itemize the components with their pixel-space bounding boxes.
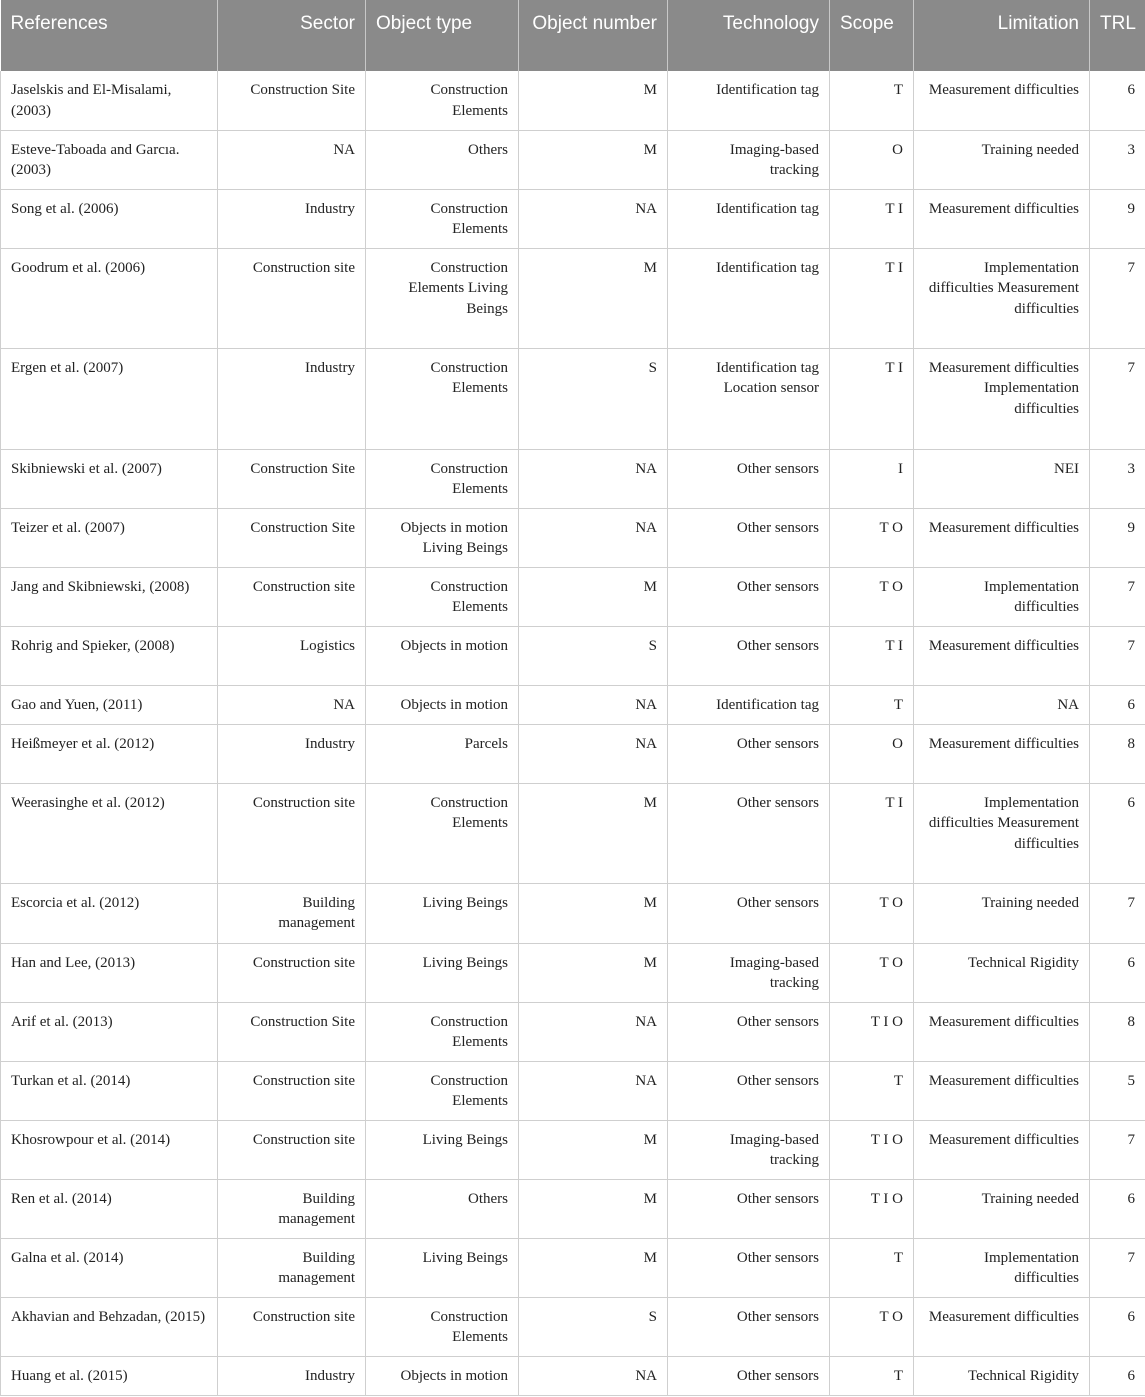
trl-cell: 7 [1090,567,1145,626]
limitation-cell: Measurement difficulties [914,1120,1090,1179]
reference-cell: Jang and Skibniewski, (2008) [1,567,218,626]
reference-cell: Esteve-Taboada and Garcıa. (2003) [1,130,218,189]
object-number-cell: NA [519,508,668,567]
table-row [1,449,1145,508]
table-row [1,1238,1145,1297]
scope-cell: T I [830,248,914,348]
technology-cell: Identification tag [668,248,830,348]
reference-cell: Escorcia et al. (2012) [1,883,218,943]
reference-cell: Turkan et al. (2014) [1,1061,218,1120]
sector-cell: Construction site [218,1120,366,1179]
reference-cell: Weerasinghe et al. (2012) [1,783,218,883]
technology-cell: Other sensors [668,783,830,883]
scope-cell: O [830,130,914,189]
reference-cell: Huang et al. (2015) [1,1356,218,1395]
scope-cell: T O [830,508,914,567]
limitation-cell: Measurement difficulties [914,1002,1090,1061]
trl-cell: 5 [1090,1061,1145,1120]
trl-cell: 7 [1090,1238,1145,1297]
column-header-trl: TRL [1090,0,1145,71]
reference-cell: Han and Lee, (2013) [1,943,218,1002]
limitation-cell: Measurement difficulties [914,189,1090,248]
table-row [1,883,1145,943]
object-type-cell: Construction Elements [366,348,519,449]
table-row [1,1002,1145,1061]
scope-cell: T I O [830,1120,914,1179]
object-type-cell: Construction Elements [366,1061,519,1120]
object-type-cell: Objects in motion [366,1356,519,1395]
trl-cell: 6 [1090,71,1145,130]
scope-cell: T O [830,567,914,626]
scope-cell: T O [830,883,914,943]
reference-cell: Teizer et al. (2007) [1,508,218,567]
technology-cell: Identification tag [668,685,830,724]
technology-cell: Identification tag [668,189,830,248]
column-header-references: References [1,0,218,71]
sector-cell: Industry [218,189,366,248]
table-row [1,783,1145,883]
trl-cell: 3 [1090,130,1145,189]
technology-cell: Other sensors [668,1356,830,1395]
scope-cell: T I O [830,1179,914,1238]
sector-cell: Building management [218,1179,366,1238]
sector-cell: NA [218,685,366,724]
object-type-cell: Construction Elements [366,189,519,248]
limitation-cell: Measurement difficulties [914,626,1090,685]
sector-cell: Industry [218,348,366,449]
object-type-cell: Construction Elements [366,567,519,626]
sector-cell: Construction Site [218,1002,366,1061]
technology-cell: Identification tag Location sensor [668,348,830,449]
trl-cell: 6 [1090,1179,1145,1238]
scope-cell: T O [830,943,914,1002]
trl-cell: 7 [1090,348,1145,449]
technology-cell: Other sensors [668,1297,830,1356]
scope-cell: T [830,685,914,724]
object-type-cell: Objects in motion [366,685,519,724]
trl-cell: 7 [1090,248,1145,348]
scope-cell: T [830,1061,914,1120]
table-row [1,189,1145,248]
reference-cell: Akhavian and Behzadan, (2015) [1,1297,218,1356]
scope-cell: T [830,71,914,130]
reference-cell: Heißmeyer et al. (2012) [1,724,218,783]
limitation-cell: Training needed [914,130,1090,189]
limitation-cell: Measurement difficulties [914,1061,1090,1120]
limitation-cell: Technical Rigidity [914,943,1090,1002]
limitation-cell: Measurement difficulties [914,724,1090,783]
object-number-cell: M [519,71,668,130]
column-header-limitation: Limitation [914,0,1090,71]
object-number-cell: M [519,567,668,626]
table-row [1,567,1145,626]
sector-cell: Construction site [218,1297,366,1356]
technology-cell: Identification tag [668,71,830,130]
table-body [1,71,1145,1395]
sector-cell: Construction site [218,783,366,883]
limitation-cell: Implementation difficulties [914,567,1090,626]
object-type-cell: Construction Elements [366,783,519,883]
object-number-cell: M [519,1179,668,1238]
scope-cell: T I O [830,1002,914,1061]
technology-cell: Imaging-based tracking [668,943,830,1002]
limitation-cell: Implementation difficulties Measurement difficulties [914,248,1090,348]
object-number-cell: M [519,783,668,883]
sector-cell: Construction site [218,943,366,1002]
limitation-cell: Measurement difficulties [914,508,1090,567]
sector-cell: Construction site [218,248,366,348]
limitation-cell: Measurement difficulties [914,71,1090,130]
table-row [1,1061,1145,1120]
trl-cell: 6 [1090,943,1145,1002]
object-number-cell: NA [519,1002,668,1061]
table-row [1,71,1145,130]
technology-cell: Other sensors [668,1002,830,1061]
technology-cell: Imaging-based tracking [668,1120,830,1179]
reference-cell: Jaselskis and El-Misalami, (2003) [1,71,218,130]
object-number-cell: NA [519,1356,668,1395]
scope-cell: O [830,724,914,783]
limitation-cell: Training needed [914,1179,1090,1238]
table-row [1,1356,1145,1395]
table-row [1,685,1145,724]
technology-cell: Other sensors [668,626,830,685]
sector-cell: Industry [218,724,366,783]
technology-cell: Other sensors [668,449,830,508]
scope-cell: T I [830,189,914,248]
technology-cell: Other sensors [668,724,830,783]
object-type-cell: Construction Elements [366,1297,519,1356]
sector-cell: Construction Site [218,71,366,130]
reference-cell: Galna et al. (2014) [1,1238,218,1297]
reference-cell: Rohrig and Spieker, (2008) [1,626,218,685]
technology-cell: Other sensors [668,883,830,943]
sector-cell: Logistics [218,626,366,685]
table-row [1,626,1145,685]
object-type-cell: Living Beings [366,883,519,943]
object-type-cell: Living Beings [366,1238,519,1297]
table-row [1,1297,1145,1356]
object-number-cell: M [519,1120,668,1179]
scope-cell: I [830,449,914,508]
sector-cell: Building management [218,883,366,943]
sector-cell: NA [218,130,366,189]
object-type-cell: Parcels [366,724,519,783]
limitation-cell: Training needed [914,883,1090,943]
table-row [1,248,1145,348]
table-row [1,724,1145,783]
reference-cell: Skibniewski et al. (2007) [1,449,218,508]
table-row [1,348,1145,449]
object-number-cell: NA [519,724,668,783]
object-type-cell: Construction Elements [366,71,519,130]
object-number-cell: S [519,1297,668,1356]
reference-cell: Khosrowpour et al. (2014) [1,1120,218,1179]
object-type-cell: Living Beings [366,943,519,1002]
trl-cell: 3 [1090,449,1145,508]
column-header-object-type: Object type [366,0,519,71]
object-type-cell: Construction Elements [366,1002,519,1061]
object-number-cell: S [519,348,668,449]
trl-cell: 6 [1090,1297,1145,1356]
trl-cell: 9 [1090,508,1145,567]
scope-cell: T I [830,783,914,883]
technology-cell: Other sensors [668,1179,830,1238]
object-type-cell: Others [366,130,519,189]
technology-cell: Imaging-based tracking [668,130,830,189]
limitation-cell: Measurement difficulties Implementation difficulties [914,348,1090,449]
object-number-cell: S [519,626,668,685]
limitation-cell: NEI [914,449,1090,508]
technology-cell: Other sensors [668,567,830,626]
object-type-cell: Living Beings [366,1120,519,1179]
table-row [1,508,1145,567]
trl-cell: 7 [1090,626,1145,685]
sector-cell: Construction Site [218,449,366,508]
reference-cell: Goodrum et al. (2006) [1,248,218,348]
scope-cell: T O [830,1297,914,1356]
scope-cell: T [830,1356,914,1395]
column-header-scope: Scope [830,0,914,71]
column-header-technology: Technology [668,0,830,71]
reference-cell: Gao and Yuen, (2011) [1,685,218,724]
technology-cell: Other sensors [668,1061,830,1120]
reference-cell: Ergen et al. (2007) [1,348,218,449]
object-type-cell: Objects in motion [366,626,519,685]
table-row [1,1120,1145,1179]
table-row [1,1179,1145,1238]
limitation-cell: Implementation difficulties Measurement difficulties [914,783,1090,883]
table-row [1,943,1145,1002]
object-type-cell: Others [366,1179,519,1238]
reference-cell: Arif et al. (2013) [1,1002,218,1061]
trl-cell: 7 [1090,883,1145,943]
scope-cell: T I [830,348,914,449]
object-number-cell: M [519,130,668,189]
object-number-cell: M [519,943,668,1002]
scope-cell: T [830,1238,914,1297]
object-number-cell: NA [519,685,668,724]
trl-cell: 8 [1090,724,1145,783]
object-number-cell: M [519,883,668,943]
trl-cell: 6 [1090,1356,1145,1395]
technology-cell: Other sensors [668,508,830,567]
object-number-cell: NA [519,1061,668,1120]
object-type-cell: Objects in motion Living Beings [366,508,519,567]
scope-cell: T I [830,626,914,685]
limitation-cell: Measurement difficulties [914,1297,1090,1356]
header-row [1,0,1145,71]
table-row [1,130,1145,189]
sector-cell: Construction Site [218,508,366,567]
trl-cell: 9 [1090,189,1145,248]
column-header-object-number: Object number [519,0,668,71]
sector-cell: Construction site [218,1061,366,1120]
sector-cell: Industry [218,1356,366,1395]
trl-cell: 6 [1090,783,1145,883]
table-header [1,0,1145,71]
limitation-cell: Technical Rigidity [914,1356,1090,1395]
object-number-cell: NA [519,449,668,508]
object-number-cell: M [519,248,668,348]
object-number-cell: NA [519,189,668,248]
trl-cell: 8 [1090,1002,1145,1061]
technology-cell: Other sensors [668,1238,830,1297]
column-header-sector: Sector [218,0,366,71]
trl-cell: 7 [1090,1120,1145,1179]
reference-cell: Ren et al. (2014) [1,1179,218,1238]
object-number-cell: M [519,1238,668,1297]
reference-cell: Song et al. (2006) [1,189,218,248]
trl-cell: 6 [1090,685,1145,724]
limitation-cell: Implementation difficulties [914,1238,1090,1297]
sector-cell: Construction site [218,567,366,626]
object-type-cell: Construction Elements Living Beings [366,248,519,348]
limitation-cell: NA [914,685,1090,724]
sector-cell: Building management [218,1238,366,1297]
object-type-cell: Construction Elements [366,449,519,508]
